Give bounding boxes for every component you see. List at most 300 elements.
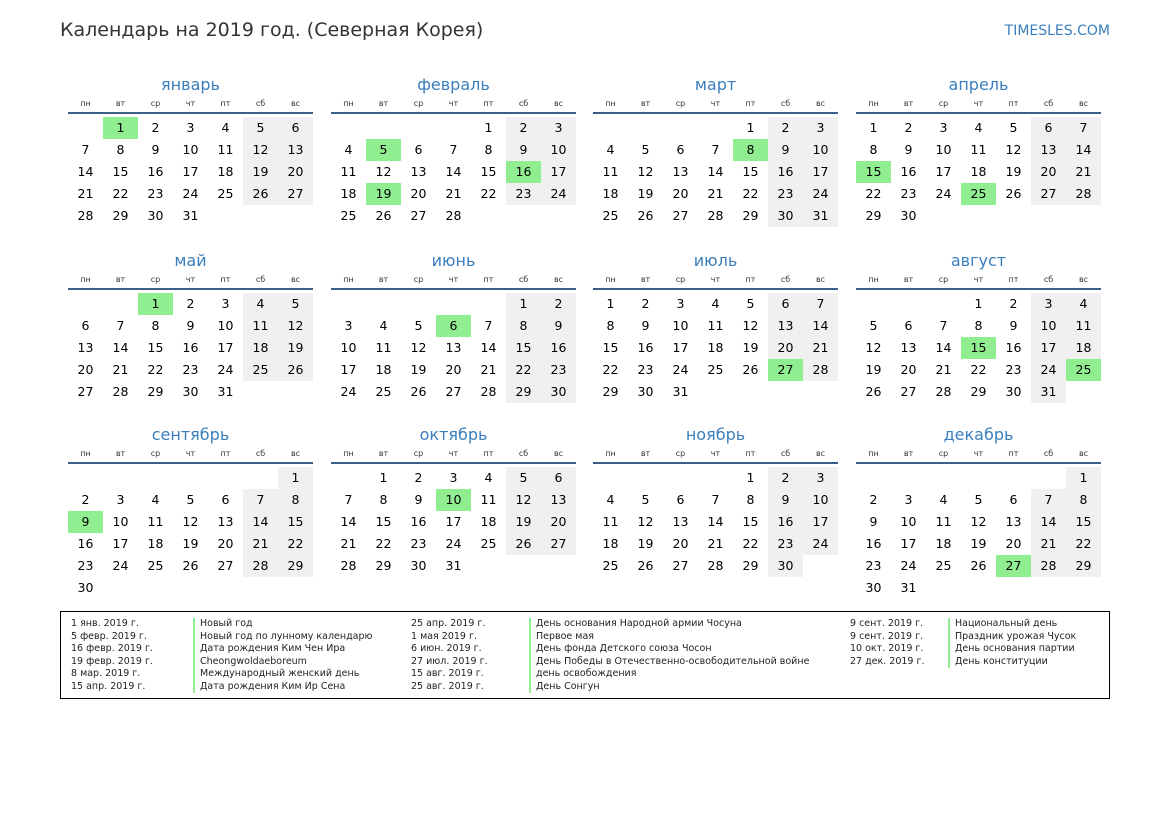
day-cell: 13: [278, 139, 313, 161]
day-cell: 28: [480, 384, 497, 399]
day-grid: [68, 293, 313, 403]
day-cell: 17: [541, 161, 576, 183]
day-cell: 21: [480, 362, 497, 377]
day-cell: 28: [935, 384, 952, 399]
day-cell: 24: [445, 536, 462, 551]
day-cell: 12: [243, 139, 278, 161]
day-cell: 21: [1066, 161, 1101, 183]
empty-cell: [68, 467, 103, 489]
day-cell: 22: [112, 186, 129, 201]
day-cell: 14: [1066, 139, 1101, 161]
day-grid: [331, 117, 576, 227]
empty-cell: [926, 467, 961, 489]
holiday-list: [60, 611, 1110, 699]
holiday-name: День основания Народной армии Чосуна: [529, 618, 742, 631]
empty-cell: [593, 467, 628, 489]
day-cell: 4: [379, 318, 388, 333]
day-cell: 7: [939, 318, 948, 333]
weekday-label: чт: [973, 275, 984, 284]
day-cell: 21: [112, 362, 129, 377]
day-cell: 24: [803, 183, 838, 205]
weekday-header: [593, 98, 838, 114]
empty-cell: [891, 293, 926, 315]
day-cell: 10: [803, 489, 838, 511]
holiday-day-cell: 15: [856, 161, 891, 183]
day-cell: 30: [637, 384, 654, 399]
weekday-header: [331, 98, 576, 114]
day-cell: 21: [243, 533, 278, 555]
weekday-label: чт: [710, 99, 721, 108]
weekday-label: сб: [780, 99, 791, 108]
day-cell: 18: [935, 536, 952, 551]
day-cell: 17: [112, 536, 129, 551]
holiday-date: 15 апр. 2019 г.: [71, 680, 146, 692]
day-cell: 10: [803, 139, 838, 161]
day-cell: 15: [375, 514, 392, 529]
empty-cell: [243, 467, 278, 489]
day-cell: 26: [865, 384, 882, 399]
day-cell: 9: [1009, 318, 1018, 333]
empty-cell: [103, 467, 138, 489]
weekday-label: вс: [815, 449, 826, 458]
day-cell: 30: [541, 381, 576, 403]
weekday-label: ср: [150, 99, 161, 108]
day-cell: 18: [1066, 337, 1101, 359]
day-cell: 28: [243, 555, 278, 577]
weekday-label: вт: [640, 275, 651, 284]
day-cell: 2: [641, 296, 650, 311]
day-cell: 10: [340, 340, 357, 355]
empty-cell: [366, 117, 401, 139]
day-cell: 26: [637, 558, 654, 573]
day-cell: 1: [379, 470, 388, 485]
holiday-day-cell: 19: [366, 183, 401, 205]
day-grid: [331, 467, 576, 577]
weekday-label: ср: [150, 449, 161, 458]
day-cell: 12: [637, 164, 654, 179]
holiday-date: 10 окт. 2019 г.: [850, 643, 924, 654]
day-grid: [593, 293, 838, 403]
holiday-day-cell: 25: [1066, 359, 1101, 381]
day-grid: [856, 293, 1101, 403]
weekday-label: ср: [675, 449, 686, 458]
day-cell: 7: [116, 318, 125, 333]
day-cell: 14: [340, 514, 357, 529]
day-cell: 7: [344, 492, 353, 507]
month-name: ноябрь: [685, 425, 746, 444]
day-cell: 11: [375, 340, 392, 355]
day-cell: 22: [480, 186, 497, 201]
day-cell: 13: [1031, 139, 1066, 161]
month-name: январь: [161, 75, 220, 94]
day-cell: 22: [742, 186, 759, 201]
day-cell: 13: [445, 340, 462, 355]
day-cell: 2: [768, 467, 803, 489]
weekday-label: чт: [185, 449, 196, 458]
day-cell: 15: [278, 511, 313, 533]
holiday-date: 6 июн. 2019 г.: [411, 643, 482, 654]
day-cell: 30: [182, 384, 199, 399]
day-cell: 13: [541, 489, 576, 511]
empty-cell: [1031, 467, 1066, 489]
day-cell: 24: [803, 533, 838, 555]
day-cell: 7: [803, 293, 838, 315]
day-cell: 27: [445, 384, 462, 399]
day-cell: 25: [340, 208, 357, 223]
day-cell: 1: [746, 470, 755, 485]
empty-cell: [331, 117, 366, 139]
day-cell: 22: [1066, 533, 1101, 555]
weekday-label: пн: [868, 449, 879, 458]
day-cell: 8: [746, 492, 755, 507]
day-cell: 11: [707, 318, 724, 333]
weekday-label: сб: [1043, 275, 1054, 284]
weekday-header: [331, 448, 576, 464]
day-cell: 4: [606, 492, 615, 507]
weekday-label: ср: [938, 449, 949, 458]
empty-cell: [401, 293, 436, 315]
holiday-day-cell: 6: [436, 315, 471, 337]
day-cell: 5: [243, 117, 278, 139]
weekday-label: ср: [675, 275, 686, 284]
day-cell: 25: [602, 208, 619, 223]
empty-cell: [628, 117, 663, 139]
weekday-label: сб: [518, 99, 529, 108]
holiday-name: День фонда Детского союза Чосон: [529, 643, 712, 656]
day-cell: 16: [1005, 340, 1022, 355]
weekday-label: пн: [605, 449, 616, 458]
day-cell: 9: [869, 514, 878, 529]
day-cell: 28: [1066, 183, 1101, 205]
day-cell: 29: [865, 208, 882, 223]
weekday-header: [68, 274, 313, 290]
day-cell: 18: [243, 337, 278, 359]
day-cell: 28: [77, 208, 94, 223]
day-cell: 30: [900, 208, 917, 223]
day-cell: 10: [541, 139, 576, 161]
day-cell: 24: [900, 558, 917, 573]
day-cell: 2: [1009, 296, 1018, 311]
day-cell: 12: [1005, 142, 1022, 157]
holiday-date: 27 июл. 2019 г.: [411, 655, 488, 667]
day-cell: 27: [278, 183, 313, 205]
day-cell: 13: [410, 164, 427, 179]
weekday-label: сб: [255, 449, 266, 458]
day-cell: 1: [484, 120, 493, 135]
holiday-row: [411, 618, 809, 631]
day-cell: 23: [1005, 362, 1022, 377]
weekday-label: пн: [80, 449, 91, 458]
weekday-header: [856, 98, 1101, 114]
day-cell: 18: [707, 340, 724, 355]
holiday-row: [71, 618, 373, 631]
holiday-name: Праздник урожая Чусок: [948, 631, 1076, 644]
day-cell: 4: [484, 470, 493, 485]
holiday-row: [850, 643, 1076, 656]
weekday-label: вт: [378, 99, 389, 108]
weekday-label: вс: [1078, 449, 1089, 458]
weekday-label: чт: [448, 449, 459, 458]
holiday-row: [411, 681, 809, 694]
day-cell: 24: [217, 362, 234, 377]
day-cell: 5: [869, 318, 878, 333]
empty-cell: [173, 467, 208, 489]
day-cell: 21: [77, 186, 94, 201]
holiday-column-2: [411, 618, 809, 693]
day-cell: 17: [217, 340, 234, 355]
day-cell: 7: [1066, 117, 1101, 139]
day-cell: 5: [186, 492, 195, 507]
day-cell: 6: [676, 142, 685, 157]
weekday-label: пн: [343, 449, 354, 458]
day-cell: 7: [1031, 489, 1066, 511]
weekday-label: ср: [413, 99, 424, 108]
holiday-day-cell: 27: [768, 359, 803, 381]
day-cell: 5: [278, 293, 313, 315]
weekday-label: вт: [640, 99, 651, 108]
day-cell: 1: [869, 120, 878, 135]
day-cell: 20: [1005, 536, 1022, 551]
day-cell: 11: [1066, 315, 1101, 337]
day-cell: 16: [768, 511, 803, 533]
day-cell: 4: [151, 492, 160, 507]
site-link[interactable]: TIMESLES.COM: [1004, 23, 1110, 39]
day-cell: 8: [116, 142, 125, 157]
day-cell: 6: [541, 467, 576, 489]
holiday-day-cell: 16: [506, 161, 541, 183]
day-cell: 30: [1005, 384, 1022, 399]
day-cell: 23: [637, 362, 654, 377]
weekday-label: сб: [780, 449, 791, 458]
day-cell: 25: [935, 558, 952, 573]
day-cell: 2: [869, 492, 878, 507]
page-title: Календарь на 2019 год. (Северная Корея): [60, 19, 484, 41]
day-cell: 30: [768, 205, 803, 227]
weekday-label: чт: [448, 99, 459, 108]
day-cell: 29: [147, 384, 164, 399]
day-cell: 9: [768, 489, 803, 511]
holiday-day-cell: 25: [961, 183, 996, 205]
day-grid: [68, 117, 313, 227]
day-grid: [856, 117, 1101, 227]
day-cell: 28: [707, 558, 724, 573]
holiday-name: День Сонгун: [529, 681, 600, 694]
day-cell: 20: [900, 362, 917, 377]
weekday-label: сб: [780, 275, 791, 284]
holiday-date: 16 февр. 2019 г.: [71, 643, 153, 654]
day-cell: 19: [637, 536, 654, 551]
empty-cell: [926, 293, 961, 315]
day-cell: 29: [375, 558, 392, 573]
weekday-label: ср: [413, 275, 424, 284]
month-name: июнь: [431, 251, 476, 270]
day-cell: 6: [1009, 492, 1018, 507]
month-name: сентябрь: [151, 425, 230, 444]
day-cell: 7: [484, 318, 493, 333]
holiday-day-cell: 5: [366, 139, 401, 161]
holiday-day-cell: 1: [138, 293, 173, 315]
day-cell: 3: [939, 120, 948, 135]
weekday-label: вт: [640, 449, 651, 458]
month-name: март: [694, 75, 737, 94]
day-cell: 17: [182, 164, 199, 179]
weekday-label: пн: [868, 99, 879, 108]
day-cell: 24: [935, 186, 952, 201]
month-8: [856, 251, 1101, 403]
day-cell: 16: [637, 340, 654, 355]
month-name: декабрь: [943, 425, 1014, 444]
day-cell: 23: [506, 183, 541, 205]
day-cell: 1: [278, 467, 313, 489]
day-cell: 28: [803, 359, 838, 381]
day-cell: 15: [742, 164, 759, 179]
day-cell: 11: [340, 164, 357, 179]
weekday-label: пн: [343, 99, 354, 108]
day-cell: 17: [672, 340, 689, 355]
weekday-label: пт: [1008, 449, 1019, 458]
holiday-row: [411, 631, 809, 644]
weekday-label: ср: [938, 275, 949, 284]
day-cell: 23: [900, 186, 917, 201]
weekday-label: пт: [745, 275, 756, 284]
day-cell: 18: [602, 536, 619, 551]
day-cell: 10: [1031, 315, 1066, 337]
day-cell: 28: [1031, 555, 1066, 577]
weekday-label: сб: [1043, 99, 1054, 108]
holiday-column-1: [71, 618, 373, 693]
weekday-label: пт: [220, 99, 231, 108]
month-5: [68, 251, 313, 403]
weekday-label: пн: [343, 275, 354, 284]
day-cell: 3: [344, 318, 353, 333]
holiday-day-cell: 8: [733, 139, 768, 161]
day-cell: 20: [278, 161, 313, 183]
weekday-label: вс: [815, 275, 826, 284]
holiday-name: День Победы в Отечественно-освободительной войне: [529, 656, 809, 669]
day-cell: 8: [869, 142, 878, 157]
day-cell: 18: [217, 164, 234, 179]
day-cell: 26: [637, 208, 654, 223]
day-cell: 23: [410, 536, 427, 551]
day-cell: 15: [602, 340, 619, 355]
day-cell: 6: [768, 293, 803, 315]
weekday-header: [856, 274, 1101, 290]
month-1: [68, 75, 313, 227]
month-12: [856, 425, 1101, 599]
day-cell: 30: [768, 555, 803, 577]
day-cell: 3: [449, 470, 458, 485]
weekday-label: чт: [973, 99, 984, 108]
day-cell: 4: [939, 492, 948, 507]
day-grid: [593, 467, 838, 577]
day-cell: 19: [865, 362, 882, 377]
day-cell: 21: [1031, 533, 1066, 555]
day-cell: 13: [672, 514, 689, 529]
day-cell: 19: [637, 186, 654, 201]
day-cell: 5: [506, 467, 541, 489]
day-cell: 22: [506, 359, 541, 381]
weekday-label: ср: [938, 99, 949, 108]
empty-cell: [698, 467, 733, 489]
weekday-label: вс: [553, 275, 564, 284]
holiday-row: [850, 631, 1076, 644]
weekday-label: пн: [80, 275, 91, 284]
day-cell: 8: [484, 142, 493, 157]
day-cell: 31: [1031, 381, 1066, 403]
day-cell: 5: [746, 296, 755, 311]
holiday-row: [71, 668, 373, 681]
weekday-label: пт: [483, 99, 494, 108]
weekday-label: вс: [553, 449, 564, 458]
holiday-date: 19 февр. 2019 г.: [71, 655, 153, 667]
day-cell: 19: [742, 340, 759, 355]
day-cell: 5: [414, 318, 423, 333]
holiday-column-3: [850, 618, 1076, 668]
day-cell: 27: [900, 384, 917, 399]
day-cell: 4: [606, 142, 615, 157]
day-cell: 11: [970, 142, 987, 157]
day-cell: 16: [900, 164, 917, 179]
holiday-name: Новый год по лунному календарю: [193, 631, 373, 644]
day-cell: 26: [243, 183, 278, 205]
day-cell: 14: [707, 164, 724, 179]
day-grid: [331, 293, 576, 403]
holiday-day-cell: 15: [961, 337, 996, 359]
day-cell: 11: [602, 514, 619, 529]
day-cell: 10: [935, 142, 952, 157]
day-cell: 9: [904, 142, 913, 157]
holiday-name: Дата рождения Ким Чен Ира: [193, 643, 345, 656]
day-cell: 30: [865, 580, 882, 595]
holiday-row: [411, 656, 809, 669]
day-cell: 3: [221, 296, 230, 311]
day-cell: 3: [116, 492, 125, 507]
weekday-label: пн: [605, 275, 616, 284]
day-cell: 25: [217, 186, 234, 201]
holiday-row: [411, 668, 809, 681]
day-cell: 9: [414, 492, 423, 507]
day-cell: 6: [1031, 117, 1066, 139]
day-cell: 4: [221, 120, 230, 135]
day-cell: 30: [147, 208, 164, 223]
day-cell: 20: [672, 536, 689, 551]
day-cell: 5: [641, 142, 650, 157]
day-cell: 9: [506, 139, 541, 161]
day-cell: 22: [742, 536, 759, 551]
day-cell: 10: [672, 318, 689, 333]
weekday-label: чт: [185, 275, 196, 284]
day-cell: 8: [974, 318, 983, 333]
day-cell: 19: [1005, 164, 1022, 179]
day-cell: 16: [147, 164, 164, 179]
day-cell: 19: [970, 536, 987, 551]
day-cell: 14: [77, 164, 94, 179]
holiday-date: 25 авг. 2019 г.: [411, 680, 484, 692]
day-cell: 23: [541, 359, 576, 381]
day-cell: 20: [445, 362, 462, 377]
month-name: август: [950, 251, 1007, 270]
day-cell: 25: [707, 362, 724, 377]
month-6: [331, 251, 576, 403]
empty-cell: [68, 293, 103, 315]
day-cell: 20: [768, 337, 803, 359]
holiday-date: 15 авг. 2019 г.: [411, 668, 484, 679]
weekday-label: вс: [290, 275, 301, 284]
day-cell: 14: [445, 164, 462, 179]
weekday-label: вт: [378, 275, 389, 284]
weekday-header: [593, 274, 838, 290]
empty-cell: [628, 467, 663, 489]
